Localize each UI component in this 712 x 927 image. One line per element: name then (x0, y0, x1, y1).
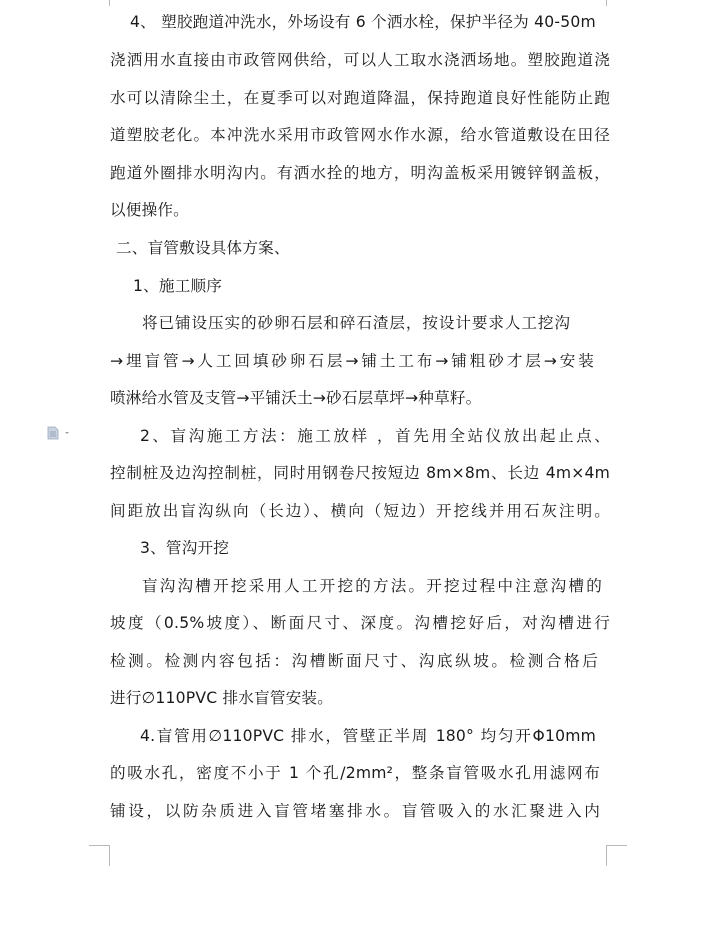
text-line: 盲沟沟槽开挖采用人工开挖的方法。开挖过程中注意沟槽的 (142, 577, 602, 595)
text-line: 以便操作。 (110, 201, 189, 219)
text-line: 2、盲沟施工方法：施工放样 ，首先用全站仪放出起止点、 (140, 427, 610, 445)
text-line: 水可以清除尘土，在夏季可以对跑道降温，保持跑道良好性能防止跑 (110, 89, 610, 107)
text-line: 坡度（0.5%坡度）、断面尺寸、深度。沟槽挖好后，对沟槽进行 (110, 614, 610, 632)
crop-mark-bottom-left (89, 845, 110, 866)
paragraph-doc-icon[interactable] (46, 426, 74, 440)
text-line: 检测。检测内容包括：沟槽断面尺寸、沟底纵坡。检测合格后 (110, 652, 598, 670)
crop-mark-bottom-right (606, 845, 627, 866)
text-line: 4.盲管用∅110PVC 排水，管壁正半周 180° 均匀开Φ10mm (140, 727, 596, 745)
text-line: →埋盲管→人工回填砂卵石层→铺土工布→铺粗砂才层→安装 (110, 352, 594, 370)
text-line: 喷淋给水管及支管→平铺沃土→砂石层草坪→种草籽。 (110, 389, 482, 407)
text-line: 4、 塑胶跑道冲洗水，外场设有 6 个洒水栓，保护半径为 40-50m (130, 13, 596, 31)
text-line: 将已铺设压实的砂卵石层和碎石渣层，按设计要求人工挖沟 (142, 314, 571, 332)
section-heading: 二、盲管敷设具体方案、 (116, 239, 290, 257)
text-line: 跑道外圈排水明沟内。有洒水拴的地方，明沟盖板采用镀锌钢盖板， (110, 164, 610, 182)
text-line: 铺设，以防杂质进入盲管堵塞排水。盲管吸入的水汇聚进入内 (110, 802, 600, 820)
text-line: 道塑胶老化。本冲洗水采用市政管网水作水源，给水管道敷设在田径 (110, 126, 610, 144)
crop-mark-top-right (606, 0, 627, 6)
text-line: 进行∅110PVC 排水盲管安装。 (110, 689, 334, 707)
text-line: 间距放出盲沟纵向（长边）、横向（短边）开挖线并用石灰注明。 (110, 502, 610, 520)
crop-mark-top-left (89, 0, 110, 6)
subsection-heading: 3、管沟开挖 (140, 539, 230, 557)
text-line: 浇洒用水直接由市政管网供给，可以人工取水浇洒场地。塑胶跑道浇 (110, 51, 610, 69)
text-line: 的吸水孔，密度不小于 1 个孔/2mm²，整条盲管吸水孔用滤网布 (110, 764, 600, 782)
text-line: 控制桩及边沟控制桩，同时用钢卷尺按短边 8m×8m、长边 4m×4m (110, 464, 610, 482)
subsection-heading: 1、施工顺序 (133, 277, 223, 295)
